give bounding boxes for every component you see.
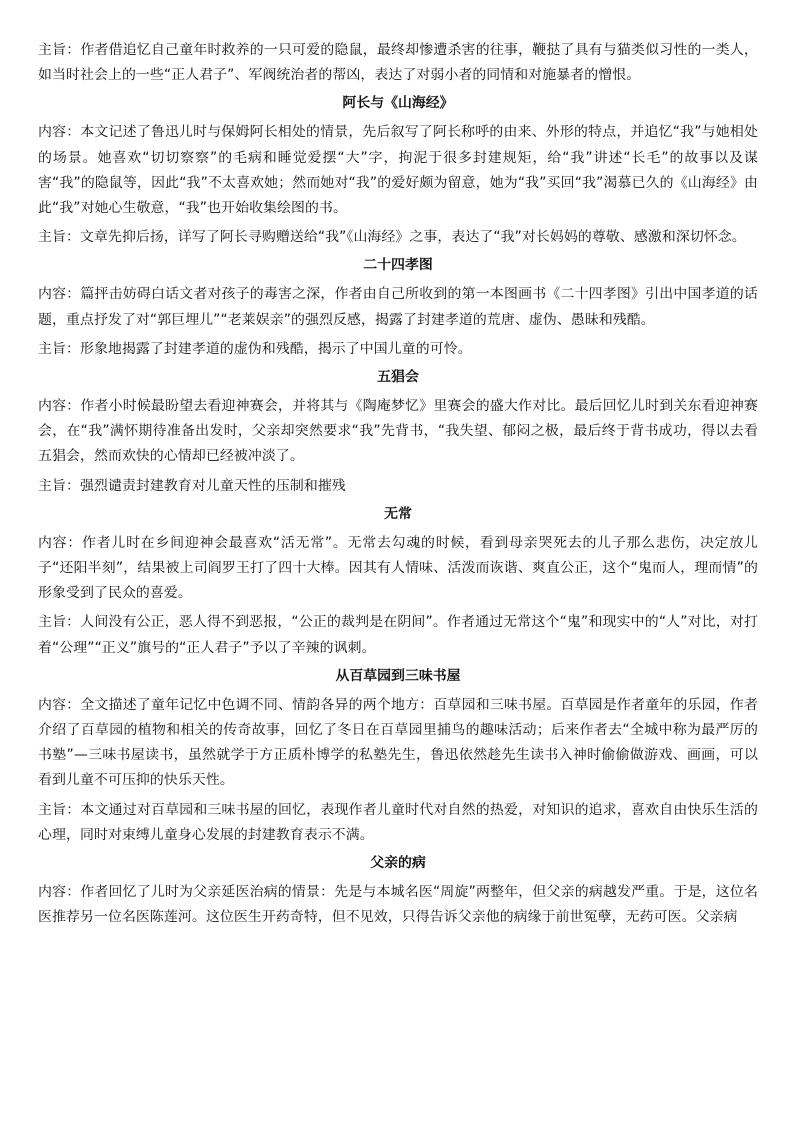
section-title-a-chang: 阿长与《山海经》: [342, 95, 454, 112]
section-3-neirong: 内容：作者小时候最盼望去看迎神赛会，并将其与《陶庵梦忆》里赛会的盛大作对比。最后回忆儿时到关东看迎神赛会，在“我”满怀期待准备出发时，父亲却突然要求“我”先背书，“我失望、郁闷之极，最后终于背书成功，得以去看五猖会，然而欢快的心情却已经被冲淡了。: [38, 398, 758, 465]
section-title-fuqin-debing: 父亲的病: [370, 855, 426, 872]
section-title-wuchanghui: 五猖会: [377, 369, 419, 386]
section-5-neirong: 内容：全文描述了童年记忆中色调不同、情韵各异的两个地方：百草园和三味书屋。百草园是作者童年的乐园，作者介绍了百草园的植物和相关的传奇故事，回忆了冬日在百草园里捕鸟的趣味活动；后来作者去“全城中称为最严厉的书塾”—三味书屋读书，虽然就学于方正质朴博学的私塾先生，鲁迅依然趁先生读书入神时偷偷做游戏、画画，可以看到儿童不可压抑的快乐天性。: [38, 696, 758, 789]
section-1-zhuzhi: 主旨：文章先抑后扬，详写了阿长寻购赠送给“我”《山海经》之事，表达了“我”对长妈妈的尊敬、感激和深切怀念。: [38, 229, 746, 246]
section-6-neirong: 内容：作者回忆了儿时为父亲延医治病的情景：先是与本城名医“周旋”两整年，但父亲的病越发严重。于是，这位名医推荐另一位名医陈莲河。这位医生开药奇特，但不见效，只得告诉父亲他的病缘于前世冤孽，无药可医。父亲病: [38, 884, 758, 926]
section-4-neirong: 内容：作者儿时在乡间迎神会最喜欢“活无常”。无常去勾魂的时候，看到母亲哭死去的儿子那么悲伤，决定放儿子“还阳半刻”，结果被上司阎罗王打了四十大棒。因其有人情味、活泼而诙谐、爽直公正，这个“鬼而人，理而情”的形象受到了民众的喜爱。: [38, 534, 758, 602]
section-title-baicaoyuan: 从百草园到三味书屋: [335, 667, 461, 684]
section-4-zhuzhi: 主旨：人间没有公正，恶人得不到恶报，“公正的裁判是在阴间”。作者通过无常这个“鬼”和现实中的“人”对比，对打着“公理”“正义”旗号的“正人君子”予以了辛辣的讽刺。: [38, 614, 758, 656]
section-1-neirong: 内容：本文记述了鲁迅儿时与保姆阿长相处的情景，先后叙写了阿长称呼的由来、外形的特点，并追忆“我”与她相处的场景。她喜欢“切切察察”的毛病和睡觉爱摆“大”字，拘泥于很多封建规矩，给“我”讲述“长毛”的故事以及谋害“我”的隐鼠等，因此“我”不太喜欢她；然而她对“我”的爱好颇为留意，她为“我”买回“我”渴慕已久的《山海经》由此“我”对她心生敬意，“我”也开始收集绘图的书。: [38, 124, 758, 217]
section-3-zhuzhi: 主旨：强烈谴责封建教育对儿童天性的压制和摧残: [38, 477, 346, 494]
section-title-wuchang: 无常: [384, 505, 412, 522]
section-2-neirong: 内容：篇抨击妨碍白话文者对孩子的毒害之深，作者由自己所收到的第一本图画书《二十四孝图》引出中国孝道的话题，重点抒发了对“郭巨埋儿”“老莱娱亲”的强烈反感，揭露了封建孝道的荒唐、虚伪、愚昧和残酷。: [38, 286, 758, 328]
section-title-ershisi-xiaotu: 二十四孝图: [363, 257, 433, 274]
section-5-zhuzhi: 主旨：本文通过对百草园和三味书屋的回忆，表现作者儿童时代对自然的热爱，对知识的追求，喜欢自由快乐生活的心理，同时对束缚儿童身心发展的封建教育表示不满。: [38, 801, 758, 843]
document-page: [38, 38, 758, 1088]
section-0-zhuzhi: 主旨：作者借追忆自己童年时救养的一只可爱的隐鼠，最终却惨遭杀害的往事，鞭挞了具有与猫类似习性的一类人，如当时社会上的一些“正人君子”、军阀统治者的帮凶，表达了对弱小者的同情和对施暴者的憎恨。: [38, 42, 758, 84]
section-2-zhuzhi: 主旨：形象地揭露了封建孝道的虚伪和残酷，揭示了中国儿童的可怜。: [38, 340, 472, 357]
